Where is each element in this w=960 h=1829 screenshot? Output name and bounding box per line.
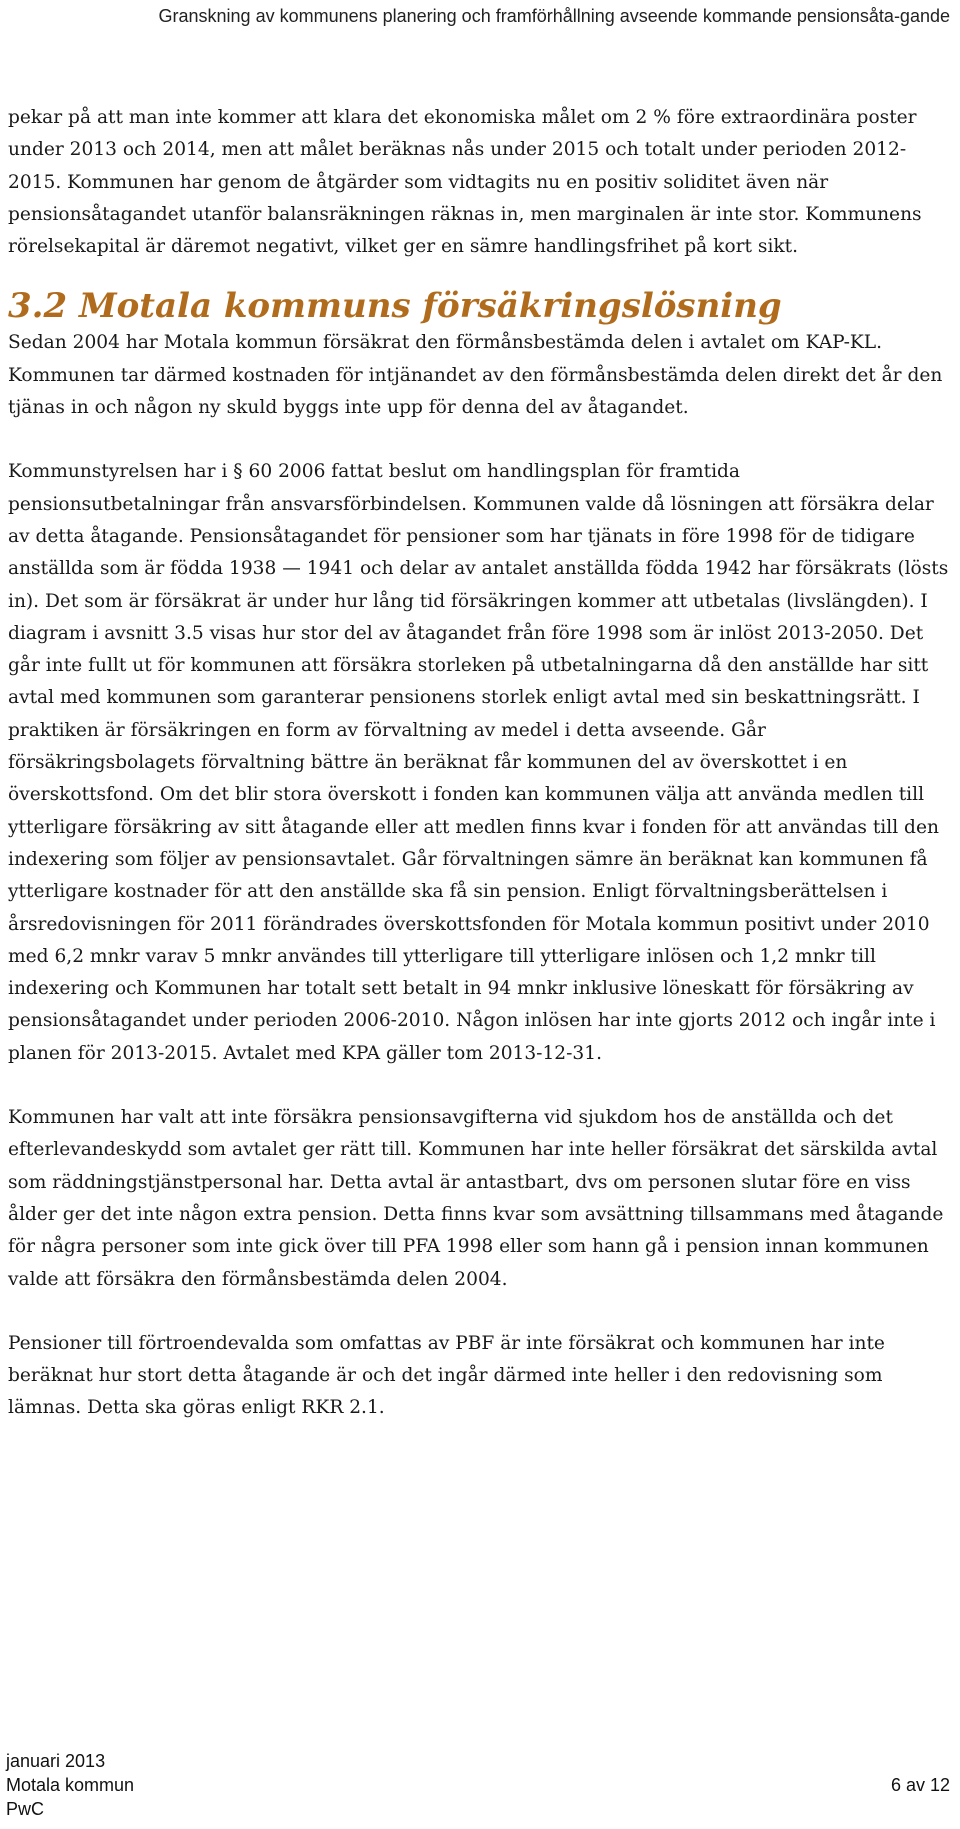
footer-organization: Motala kommun	[6, 1775, 135, 1795]
paragraph-action-plan: Kommunstyrelsen har i § 60 2006 fattat beslut om handlingsplan för framtida pensionsutbetalningar från ansvarsförbindelsen. Kommunen valde då lösningen att försäkra delar av detta åtagande. Pensionsåtagandet för pensioner som har tjänats in före 1998 för de tidigare anställda som är födda 1938 — 1941 och delar av antalet anställda födda 1942 har försäkrats (lösts in). Det som är försäkrat är under hur lång tid försäkringen kommer att utbetalas (livslängden). I diagram i avsnitt 3.5 visas hur stor del av åtagandet från före 1998 som är inlöst 2013-2050. Det går inte fullt ut för kommunen att försäkra storleken på utbetalningarna då den anställde har sitt avtal med kommunen som garanterar pensionens storlek enligt avtal med sin beskattningsrätt. I praktiken är försäkringen en form av förvaltning av medel i detta avseende. Går försäkringsbolagets förvaltning bättre än beräknat får kommunen del av överskottet i en överskottsfond. Om det blir stora överskott i fonden kan kommunen välja att använda medlen till ytterligare försäkring av sitt åtagande eller att medlen finns kvar i fonden för att användas till den indexering som följer av pensionsavtalet. Går förvaltningen sämre än beräknat kan kommunen få ytterligare kostnader för att den anställde ska få sin pension. Enligt förvaltningsberättelsen i årsredovisningen för 2011 förändrades överskottsfonden för Motala kommun positivt under 2010 med 6,2 mnkr varav 5 mnkr användes till ytterligare till ytterligare inlösen och 1,2 mnkr till indexering och Kommunen har totalt sett betalt in 94 mnkr inklusive löneskatt för försäkring av pensionsåtagandet under perioden 2006-2010. Någon inlösen har inte gjorts 2012 och ingår inte i planen för 2013-2015. Avtalet med KPA gäller tom 2013-12-31.	[8, 461, 949, 1064]
running-header: Granskning av kommunens planering och framförhållning avseende kommande pensionsåta-gande	[158, 6, 950, 26]
document-body	[8, 102, 952, 1425]
section-heading: 3.2 Motala kommuns försäkringslösning	[8, 286, 782, 327]
footer-firm: PwC	[6, 1799, 45, 1819]
paragraph-uninsured: Kommunen har valt att inte försäkra pensionsavgifterna vid sjukdom hos de anställda och det efterlevandeskydd som avtalet ger rätt till. Kommunen har inte heller försäkrat det särskilda avtal som räddningstjänstpersonal har. Detta avtal är antastbart, dvs om personen slutar före en viss ålder ger det inte någon extra pension. Detta finns kvar som avsättning tillsammans med åtagande för några personer som inte gick över till PFA 1998 eller som hann gå i pension innan kommunen valde att försäkra den förmånsbestämda delen 2004.	[8, 1107, 944, 1290]
footer-date: januari 2013	[6, 1751, 106, 1771]
paragraph-insurance-intro: Sedan 2004 har Motala kommun försäkrat den förmånsbestämda delen i avtalet om KAP-KL. Kommunen tar därmed kostnaden för intjänandet av den förmånsbestämda delen direkt det år den tjänas in och någon ny skuld byggs inte upp för denna del av åtagandet.	[8, 332, 943, 419]
intro-paragraph: pekar på att man inte kommer att klara det ekonomiska målet om 2 % före extraordinära poster under 2013 och 2014, men att målet beräknas nås under 2015 och totalt under perioden 2012-2015. Kommunen har genom de åtgärder som vidtagits nu en positiv soliditet även när pensionsåtagandet utanför balansräkningen räknas in, men marginalen är inte stor. Kommunens rörelsekapital är däremot negativt, vilket ger en sämre handlingsfrihet på kort sikt.	[8, 107, 922, 258]
page-number: 6 av 12	[890, 1775, 950, 1795]
paragraph-elected-officials: Pensioner till förtroendevalda som omfattas av PBF är inte försäkrat och kommunen har inte beräknat hur stort detta åtagande är och det ingår därmed inte heller i den redovisning som lämnas. Detta ska göras enligt RKR 2.1.	[8, 1332, 885, 1419]
page-footer	[6, 1749, 950, 1821]
